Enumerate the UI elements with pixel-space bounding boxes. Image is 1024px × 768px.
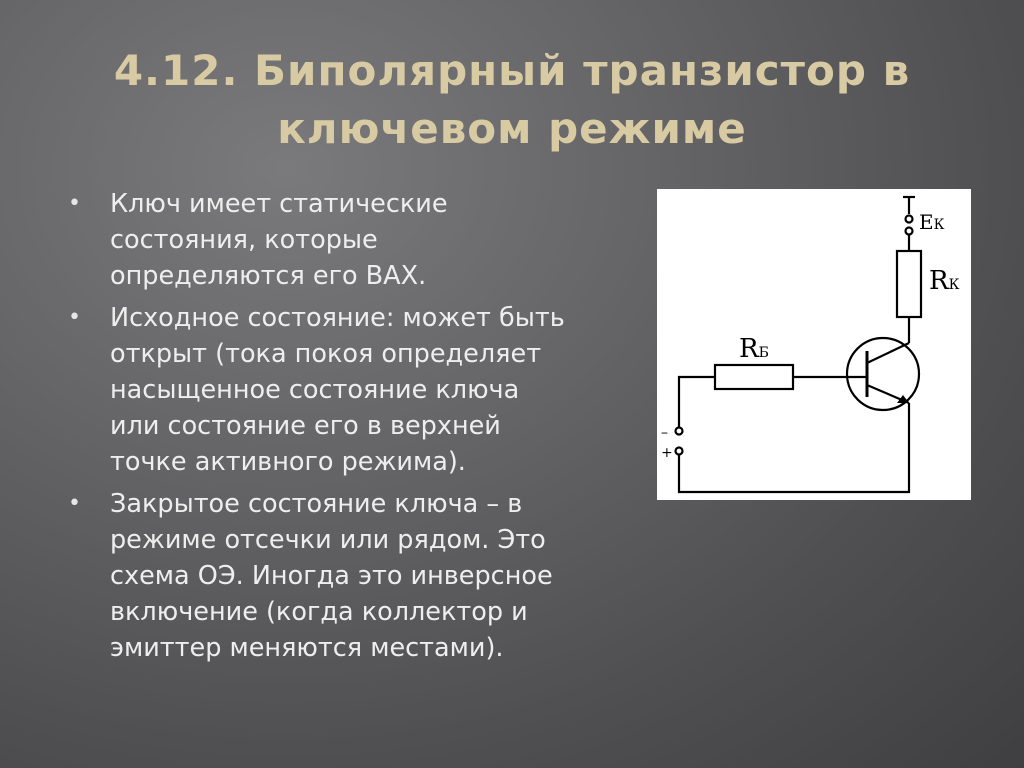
transistor-collector: [867, 343, 909, 363]
minus-label: –: [661, 425, 668, 441]
bullet-icon: •: [68, 305, 81, 330]
resistor-rb: [715, 365, 793, 389]
bullet-line: Исходное состояние: может быть: [110, 303, 565, 333]
rk-label: R: [929, 266, 949, 296]
svg-text:RК: [929, 266, 960, 296]
bullet-line: открыт (тока покоя определяет: [110, 339, 542, 369]
rb-label: R: [739, 334, 759, 364]
circuit-diagram: [657, 189, 971, 500]
bullet-line: Закрытое состояние ключа – в: [110, 489, 523, 519]
supply-label-sub: К: [933, 217, 945, 233]
bullet-line: эмиттер меняются местами).: [110, 633, 504, 663]
supply-label: E: [919, 210, 934, 234]
rb-label-sub: Б: [758, 345, 769, 361]
circuit-svg: [657, 189, 971, 500]
transistor-body: [847, 338, 919, 410]
bullet-line: схема ОЭ. Иногда это инверсное: [110, 561, 553, 591]
bullet-line: или состояние его в верхней: [110, 411, 501, 441]
slide-title-line-1: 4.12. Биполярный транзистор в: [113, 46, 911, 95]
bullet-list: [68, 186, 658, 672]
wire-rb-input: [679, 377, 715, 427]
bullet-line: режиме отсечки или рядом. Это: [110, 525, 546, 555]
slide-title: [0, 42, 1024, 158]
input-terminal-minus: [676, 428, 683, 435]
rk-label-sub: К: [948, 277, 960, 293]
slide-title-line-2: ключевом режиме: [277, 104, 747, 153]
bullet-icon: •: [68, 491, 81, 516]
wire-ground-return: [679, 403, 909, 492]
bullet-line: состояния, которые: [110, 225, 378, 255]
bullet-line: точке активного режима).: [110, 447, 466, 477]
bullet-line: насыщенное состояние ключа: [110, 375, 520, 405]
bullet-item: [68, 186, 658, 294]
plus-label: +: [661, 445, 673, 461]
bullet-line: Ключ имеет статические: [110, 189, 448, 219]
input-terminal-plus: [676, 448, 683, 455]
resistor-rk: [897, 251, 921, 317]
svg-text:RБ: [739, 334, 769, 364]
supply-terminal-top: [906, 216, 913, 223]
bullet-item: [68, 300, 658, 480]
bullet-icon: •: [68, 191, 81, 216]
supply-terminal-bottom: [906, 228, 913, 235]
bullet-line: определяются его ВАХ.: [110, 261, 427, 291]
bullet-line: включение (когда коллектор и: [110, 597, 528, 627]
bullet-item: [68, 486, 658, 666]
svg-text:EК: [919, 210, 945, 234]
